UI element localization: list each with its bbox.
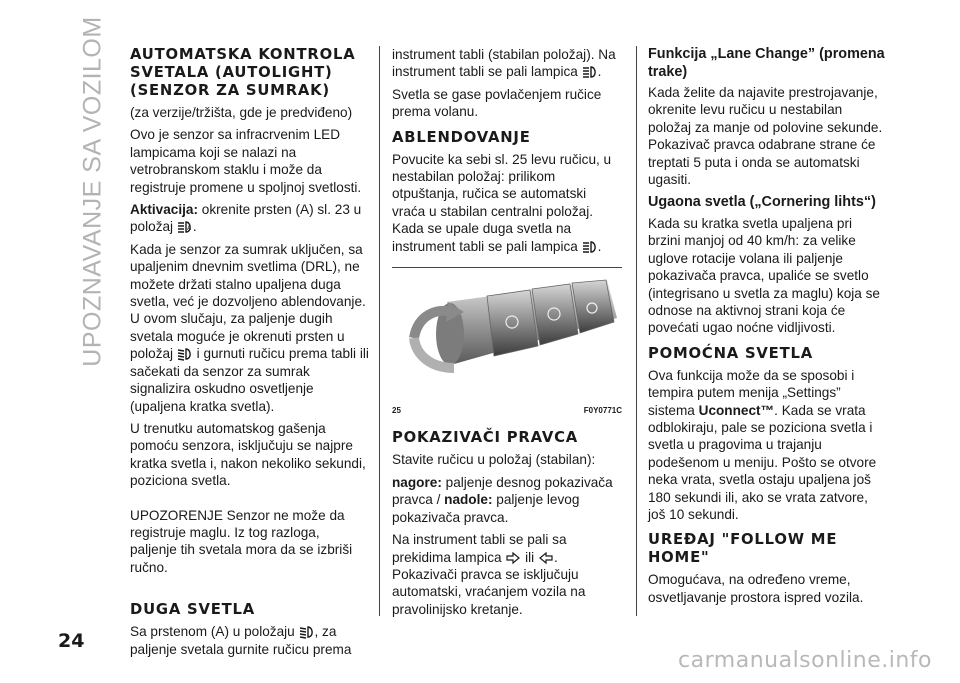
column-divider bbox=[379, 46, 380, 616]
paragraph-sensor: Ovo je senzor sa infracrvenim LED lampicama koji se nalazi na vetrobranskom staklu i može da registruje promene u spoljnoj svetlosti. bbox=[130, 127, 362, 195]
uconnect-brand: Uconnect™ bbox=[698, 402, 775, 418]
down-text: paljenje levog pokazivača pravca. bbox=[392, 492, 580, 525]
svg-text:A: A bbox=[186, 225, 191, 233]
heading-turn-signals: POKAZIVAČI PRAVCA bbox=[392, 429, 579, 447]
high-beam-text-2: , za paljenje svetala gurnite ručicu prema bbox=[130, 624, 352, 657]
high-beam-icon bbox=[582, 240, 598, 254]
up-label: nagore: bbox=[392, 474, 442, 490]
stalk-illustration bbox=[392, 272, 622, 400]
heading-autolight: AUTOMATSKA KONTROLA SVETALA (AUTOLIGHT) (SENZOR ZA SUMRAK) bbox=[130, 46, 356, 99]
high-beam-cont-text: instrument tabli (stabilan položaj). Na instrument tabli se pali lampica bbox=[392, 47, 616, 80]
heading-lane-change: Funkcija „Lane Change” (promena trake) bbox=[648, 46, 885, 80]
activation-text: okrenite prsten (A) sl. 23 u položaj bbox=[130, 202, 362, 235]
paragraph-activation: Aktivacija: okrenite prsten (A) sl. 23 u položaj A . bbox=[130, 202, 362, 235]
activation-label: Aktivacija: bbox=[130, 202, 199, 218]
heading-auxiliary: POMOĆNA SVETLA bbox=[648, 344, 813, 362]
paragraph-auto-off: U trenutku automatskog gašenja pomoću senzora, isključuju se najpre kratka svetla i, nakon nekoliko sekundi, poziciona svetla. bbox=[130, 420, 366, 489]
blink-or: ili bbox=[525, 549, 535, 565]
paragraph-high-beam bbox=[130, 623, 370, 658]
column-1 bbox=[130, 46, 370, 663]
low-beam-icon bbox=[299, 625, 315, 639]
paragraph-versions: (za verzije/tržišta, gde je predviđeno) bbox=[130, 105, 353, 120]
paragraph-sensor-on bbox=[130, 241, 370, 415]
flashing-text: Povucite ka sebi sl. 25 levu ručicu, u nestabilan položaj: prilikom otpuštanja, ručica se automatski vraća u stabilan centralni položaj. Kada se upale duga svetla na instrument tabli se pali lampica bbox=[392, 151, 612, 254]
paragraph-turn-directions bbox=[392, 474, 622, 526]
paragraph-turn-position: Stavite ručicu u položaj (stabilan): bbox=[392, 452, 596, 468]
auto-light-icon bbox=[177, 220, 193, 234]
paragraph-turn-blink bbox=[392, 531, 622, 618]
paragraph-auxiliary bbox=[648, 367, 888, 524]
paragraph-lights-off: Svetla se gase povlačenjem ručice prema volanu. bbox=[392, 86, 602, 120]
heading-flashing: ABLENDOVANJE bbox=[392, 128, 531, 146]
paragraph-follow-me-home: Omogućava, na određeno vreme, osvetljavanje prostora ispred vozila. bbox=[648, 572, 864, 605]
heading-follow-me-home: UREĐAJ "FOLLOW ME HOME" bbox=[648, 531, 838, 567]
flashing-text-end: . bbox=[597, 238, 602, 254]
sensor-on-text-2: i gurnuti ručicu prema tabli ili sačekati da senzor za sumrak signalizira oskudno osvetljenje (upaljena kratka svetla). bbox=[130, 346, 369, 414]
up-text: paljenje desnog pokazivača pravca / bbox=[392, 474, 613, 508]
section-side-tab bbox=[70, 15, 116, 367]
column-divider bbox=[636, 46, 637, 616]
page-number: 24 bbox=[58, 630, 85, 652]
blink-text: Na instrument tabli se pali sa prekidima lampica bbox=[392, 532, 567, 565]
paragraph-flashing bbox=[392, 151, 622, 255]
sensor-on-text: Kada je senzor za sumrak uključen, sa upaljenim dnevnim svetlima (DRL), ne možete držati stalno upaljena duga svetla, već je dozvoljeno ablendovanje. U ovom slučaju, za paljenje dugih svetala moguće je okrenuti prsten u položaj bbox=[130, 241, 366, 362]
paragraph-high-beam-cont bbox=[392, 46, 622, 81]
heading-high-beam: DUGA SVETLA bbox=[130, 601, 256, 619]
left-arrow-icon bbox=[538, 551, 554, 565]
paragraph-cornering: Kada su kratka svetla upaljena pri brzini manjoj od 40 km/h: za velike uglove rotacije volana ili paljenje pokazivača pravca, upaliće se svetlo (integrisano u svetla za maglu) koja se odnose na aktivnoj strani koja će povećati ugao noćne vidljivosti. bbox=[648, 215, 880, 336]
figure-number: 25 bbox=[392, 406, 401, 416]
heading-cornering: Ugaona svetla („Cornering lihts“) bbox=[648, 194, 876, 211]
paragraph-lane-change: Kada želite da najavite prestrojavanje, okrenite levu ručicu u nestabilan položaj za manje od polovine sekunde. Pokazivač pravca odabrane strane će treptati 5 puta i onda se automatski ugasiti. bbox=[648, 85, 883, 188]
section-side-tab-label: UPOZNAVANJE SA VOZILOM bbox=[78, 15, 107, 367]
figure-caption bbox=[392, 402, 622, 419]
blink-text-2: . Pokazivači pravca se isključuju automatski, vraćanjem vozila na pravolinijsko kretanje. bbox=[392, 549, 586, 617]
high-beam-text: Sa prstenom (A) u položaju bbox=[130, 624, 295, 640]
aux-text: Ova funkcija može da se sposobi i tempira putem menija „Settings” sistema bbox=[648, 367, 855, 418]
watermark: carmanualsonline.info bbox=[678, 648, 932, 673]
column-2 bbox=[392, 46, 622, 623]
paragraph-warning: UPOZORENJE Senzor ne može da registruje maglu. Iz tog razloga, paljenje tih svetala mora da se izbriši ručno. bbox=[130, 507, 353, 575]
high-beam-cont-end: . bbox=[597, 64, 602, 80]
right-arrow-icon bbox=[505, 551, 521, 565]
column-3 bbox=[648, 46, 888, 611]
figure-25 bbox=[392, 267, 622, 419]
figure-code: F0Y0771C bbox=[583, 406, 622, 416]
aux-text-2: . Kada se vrata odblokiraju, pale se poziciona svetla i svetla u pragovima u trajanju podešenom u meniju. Pošto se otvore neka vrata, svetla ostaju upaljena još 180 sekundi ili, ako se vrata zatvore, još 10 sekundi. bbox=[648, 402, 877, 523]
low-beam-icon bbox=[177, 347, 193, 361]
high-beam-icon bbox=[582, 65, 598, 79]
down-label: nadole: bbox=[444, 492, 493, 508]
